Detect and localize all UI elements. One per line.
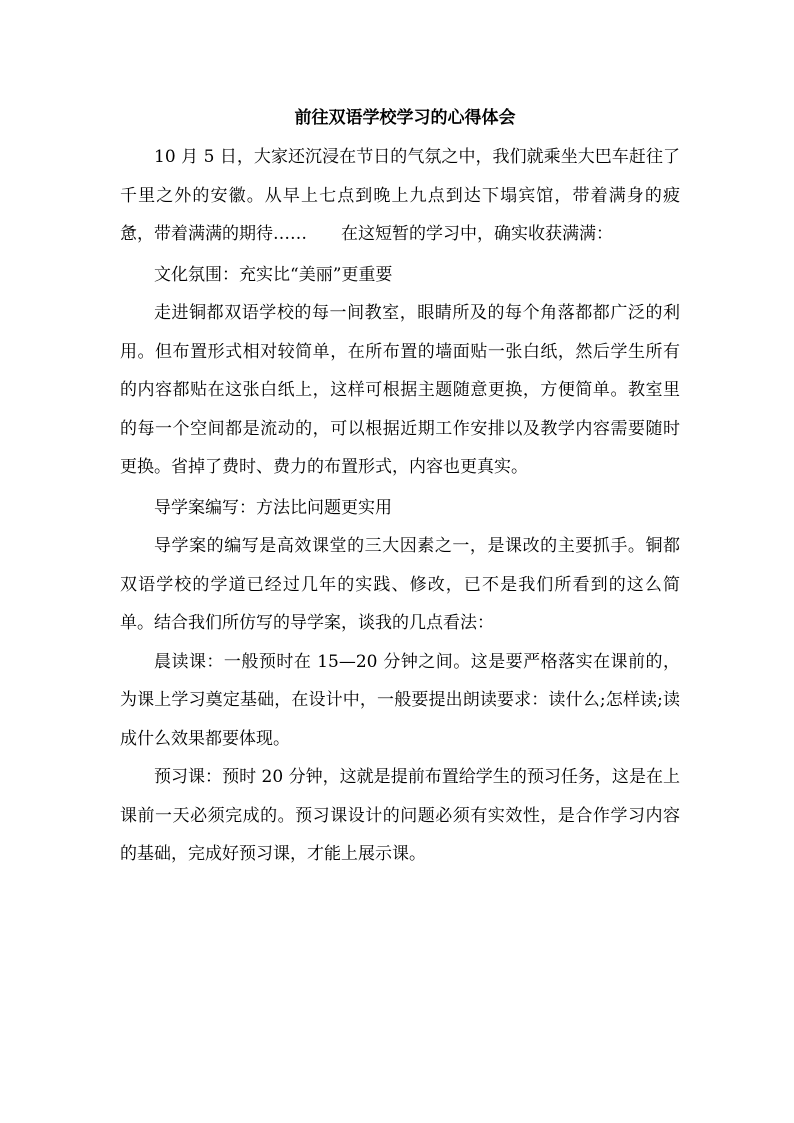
paragraph-intro: 10 月 5 日，大家还沉浸在节日的气氛之中，我们就乘坐大巴车赶往了千里之外的安徽。从早上七点到晚上九点到达下塌宾馆，带着满身的疲惫，带着满满的期待…… 在这短暂的学习中，确实收获满满： — [120, 147, 680, 244]
paragraph-culture: 走进铜都双语学校的每一间教室，眼睛所及的每个角落都都广泛的利用。但布置形式相对较简单，在所布置的墙面贴一张白纸，然后学生所有的内容都贴在这张白纸上，这样可根据主题随意更换，方便简单。教室里的每一个空间都是流动的，可以根据近期工作安排以及教学内容需要随时更换。省掉了费时、费力的布置形式，内容也更真实。 — [120, 303, 680, 477]
paragraph-morning-reading: 晨读课：一般预时在 15—20 分钟之间。这是要严格落实在课前的，为课上学习奠定基础，在设计中，一般要提出朗读要求：读什么;怎样读;读成什么效果都要体现。 — [120, 651, 680, 749]
paragraph-guide: 导学案的编写是高效课堂的三大因素之一，是课改的主要抓手。铜都双语学校的学道已经过几年的实践、修改，已不是我们所看到的这么简单。结合我们所仿写的导学案，谈我的几点看法： — [120, 536, 680, 633]
document-page — [120, 98, 680, 874]
document-title: 前往双语学校学习的心得体会 — [294, 108, 516, 128]
section-heading-guide: 导学案编写：方法比问题更实用 — [154, 497, 392, 518]
paragraph-preview: 预习课：预时 20 分钟，这就是提前布置给学生的预习任务，这是在上课前一天必须完成的。预习课设计的问题必须有实效性，是合作学习内容的基础，完成好预习课，才能上展示课。 — [120, 767, 680, 864]
section-heading-culture: 文化氛围：充实比“美丽”更重要 — [154, 264, 393, 285]
